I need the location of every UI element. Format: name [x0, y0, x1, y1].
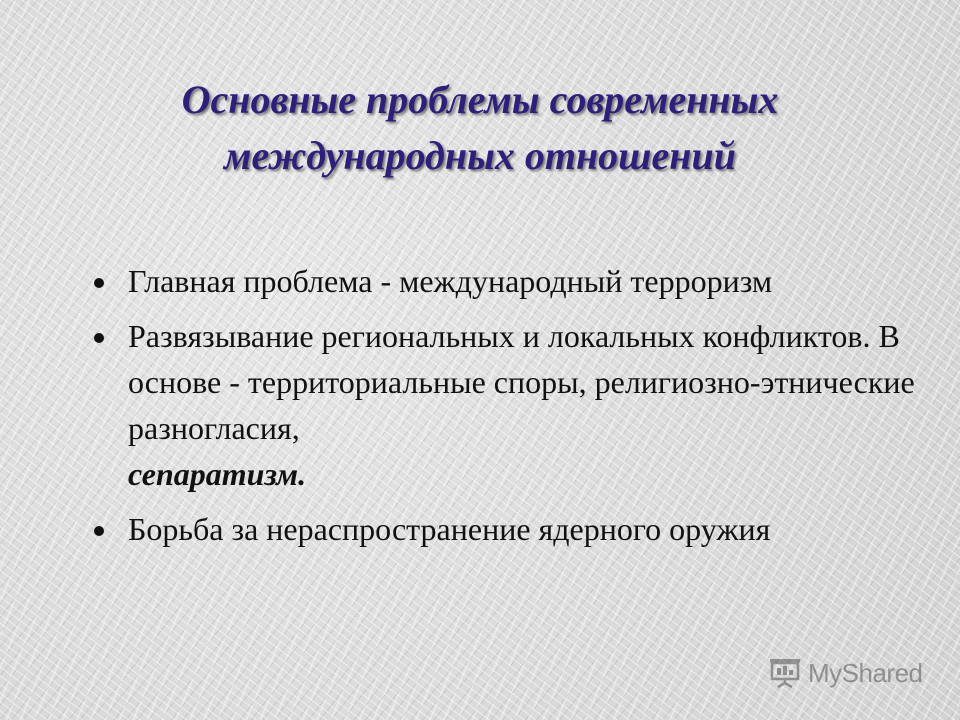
bullet-item-conflicts	[92, 313, 922, 497]
bullet-dot-icon	[94, 333, 104, 343]
title-line-1: Основные проблемы современных	[181, 77, 779, 122]
watermark-text: MyShared	[808, 657, 923, 688]
bullet-item-terrorism	[92, 258, 922, 304]
bullet-dot-icon	[94, 278, 104, 288]
bullet-text-main: Развязывание региональных и локальных конфликтов. В основе - территориальные споры, религиозно-этнические разногласия,	[128, 318, 915, 446]
bullet-text: Главная проблема - международный терроризм	[128, 263, 773, 299]
bullet-text	[128, 318, 915, 492]
presentation-screen-icon	[768, 657, 802, 689]
bullet-emphasis-separatism: сепаратизм.	[128, 456, 307, 492]
title-line-2: международных отношений	[224, 133, 736, 178]
slide-title	[0, 72, 960, 184]
bullet-list	[92, 258, 922, 561]
bullet-text: Борьба за нераспространение ядерного оружия	[128, 511, 771, 547]
bullet-dot-icon	[94, 526, 104, 536]
bullet-item-nonproliferation	[92, 506, 922, 552]
watermark-logo	[768, 656, 923, 690]
